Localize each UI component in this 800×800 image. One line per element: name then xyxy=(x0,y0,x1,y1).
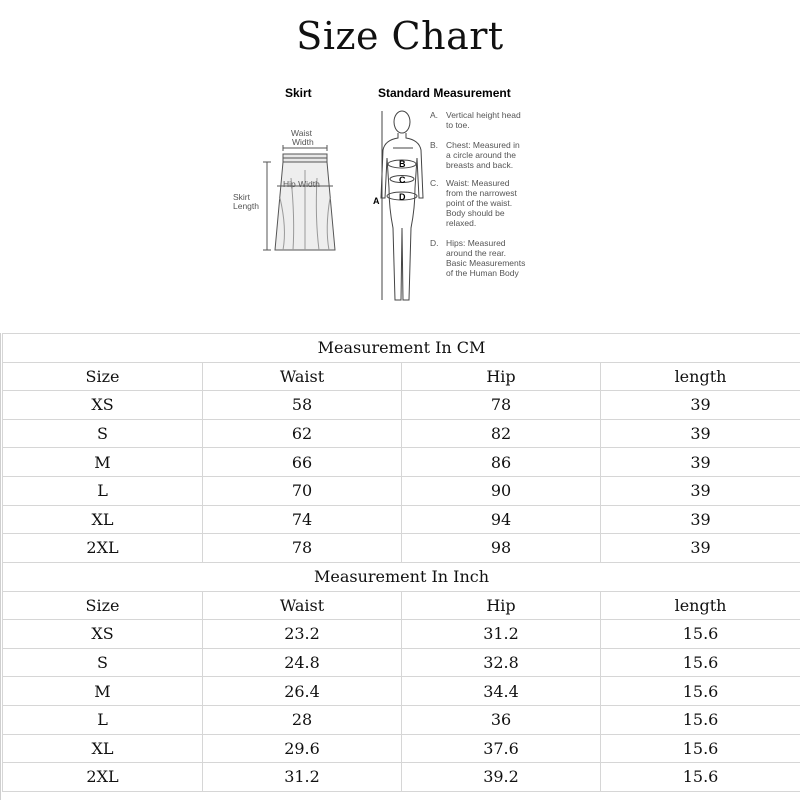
table-cell: 37.6 xyxy=(402,734,601,763)
body-figure xyxy=(381,111,423,300)
cm-table xyxy=(2,333,800,563)
table-row xyxy=(3,419,800,448)
table-cell: 15.6 xyxy=(601,620,800,649)
skirt-heading: Skirt xyxy=(285,86,312,100)
table-cell: XL xyxy=(3,505,203,534)
note-line: Waist: Measured xyxy=(446,178,510,188)
column-header: Hip xyxy=(402,591,601,620)
measurement-notes xyxy=(430,110,525,278)
inch-table xyxy=(2,562,800,792)
table-cell: 39.2 xyxy=(402,763,601,792)
marker-a: A xyxy=(373,196,380,206)
table-cell: 15.6 xyxy=(601,648,800,677)
table-row xyxy=(3,534,800,563)
table-cell: 90 xyxy=(402,476,601,505)
table-cell: 39 xyxy=(601,505,800,534)
table-cell: 39 xyxy=(601,534,800,563)
skirt-length-label-2: Length xyxy=(233,201,259,211)
note-line: Basic Measurements xyxy=(446,258,526,268)
note-line: a circle around the xyxy=(446,150,516,160)
table-cell: 36 xyxy=(402,705,601,734)
note-letter: D. xyxy=(430,238,439,248)
table-cell: M xyxy=(3,448,203,477)
waist-width-label-2: Width xyxy=(292,137,314,147)
table-cell: 82 xyxy=(402,419,601,448)
table-cell: L xyxy=(3,476,203,505)
table-cell: XL xyxy=(3,734,203,763)
page-title: Size Chart xyxy=(296,14,504,58)
table-row xyxy=(3,705,800,734)
table-cell: 39 xyxy=(601,391,800,420)
table-cell: 15.6 xyxy=(601,763,800,792)
table-row xyxy=(3,448,800,477)
table-caption-row xyxy=(3,334,800,363)
column-header: Waist xyxy=(203,362,402,391)
note-line: from the narrowest xyxy=(446,188,517,198)
table-header-row xyxy=(3,362,800,391)
table-row xyxy=(3,648,800,677)
table-cell: S xyxy=(3,419,203,448)
table-cell: 94 xyxy=(402,505,601,534)
table-cell: 70 xyxy=(203,476,402,505)
left-border xyxy=(0,333,1,800)
table-row xyxy=(3,763,800,792)
table-cell: 98 xyxy=(402,534,601,563)
marker-b: B xyxy=(399,159,406,169)
table-caption: Measurement In CM xyxy=(3,334,800,363)
note-line: of the Human Body xyxy=(446,268,519,278)
table-cell: 78 xyxy=(203,534,402,563)
skirt-illustration xyxy=(263,145,335,250)
hip-width-label: Hip Width xyxy=(283,179,320,189)
marker-d: D xyxy=(399,192,406,202)
table-row xyxy=(3,677,800,706)
measurement-diagram xyxy=(225,78,555,310)
note-line: breasts and back. xyxy=(446,160,514,170)
note-line: Hips: Measured xyxy=(446,238,506,248)
table-cell: 31.2 xyxy=(402,620,601,649)
column-header: Hip xyxy=(402,362,601,391)
table-cell: 78 xyxy=(402,391,601,420)
note-line: relaxed. xyxy=(446,218,477,228)
table-cell: 74 xyxy=(203,505,402,534)
table-cell: 39 xyxy=(601,419,800,448)
note-line: Chest: Measured in xyxy=(446,140,520,150)
table-caption-row xyxy=(3,563,800,592)
table-cell: 32.8 xyxy=(402,648,601,677)
table-cell: 39 xyxy=(601,476,800,505)
table-cell: 15.6 xyxy=(601,705,800,734)
note-line: point of the waist. xyxy=(446,198,513,208)
table-cell: 15.6 xyxy=(601,734,800,763)
note-letter: C. xyxy=(430,178,439,188)
table-cell: 29.6 xyxy=(203,734,402,763)
table-cell: 26.4 xyxy=(203,677,402,706)
table-cell: L xyxy=(3,705,203,734)
table-cell: M xyxy=(3,677,203,706)
table-cell: 23.2 xyxy=(203,620,402,649)
table-cell: 39 xyxy=(601,448,800,477)
table-cell: 58 xyxy=(203,391,402,420)
table-caption: Measurement In Inch xyxy=(3,563,800,592)
column-header: Waist xyxy=(203,591,402,620)
note-line: around the rear. xyxy=(446,248,507,258)
table-cell: 31.2 xyxy=(203,763,402,792)
table-cell: 34.4 xyxy=(402,677,601,706)
table-row xyxy=(3,391,800,420)
table-row xyxy=(3,505,800,534)
table-cell: 2XL xyxy=(3,534,203,563)
note-letter: A. xyxy=(430,110,439,120)
table-cell: 62 xyxy=(203,419,402,448)
table-row xyxy=(3,476,800,505)
note-line: to toe. xyxy=(446,120,470,130)
table-cell: 24.8 xyxy=(203,648,402,677)
table-cell: S xyxy=(3,648,203,677)
table-cell: 28 xyxy=(203,705,402,734)
note-line: Vertical height head xyxy=(446,110,521,120)
table-row xyxy=(3,734,800,763)
note-letter: B. xyxy=(430,140,439,150)
marker-c: C xyxy=(399,175,406,185)
skirt-length-label: Skirt xyxy=(233,192,250,202)
column-header: Size xyxy=(3,362,203,391)
waist-width-label: Waist xyxy=(291,128,312,138)
table-cell: 15.6 xyxy=(601,677,800,706)
note-line: Body should be xyxy=(446,208,505,218)
column-header: length xyxy=(601,591,800,620)
table-cell: 66 xyxy=(203,448,402,477)
column-header: length xyxy=(601,362,800,391)
table-header-row xyxy=(3,591,800,620)
table-cell: XS xyxy=(3,391,203,420)
table-cell: 2XL xyxy=(3,763,203,792)
standard-heading: Standard Measurement xyxy=(378,86,511,100)
column-header: Size xyxy=(3,591,203,620)
table-row xyxy=(3,620,800,649)
table-cell: 86 xyxy=(402,448,601,477)
table-cell: XS xyxy=(3,620,203,649)
